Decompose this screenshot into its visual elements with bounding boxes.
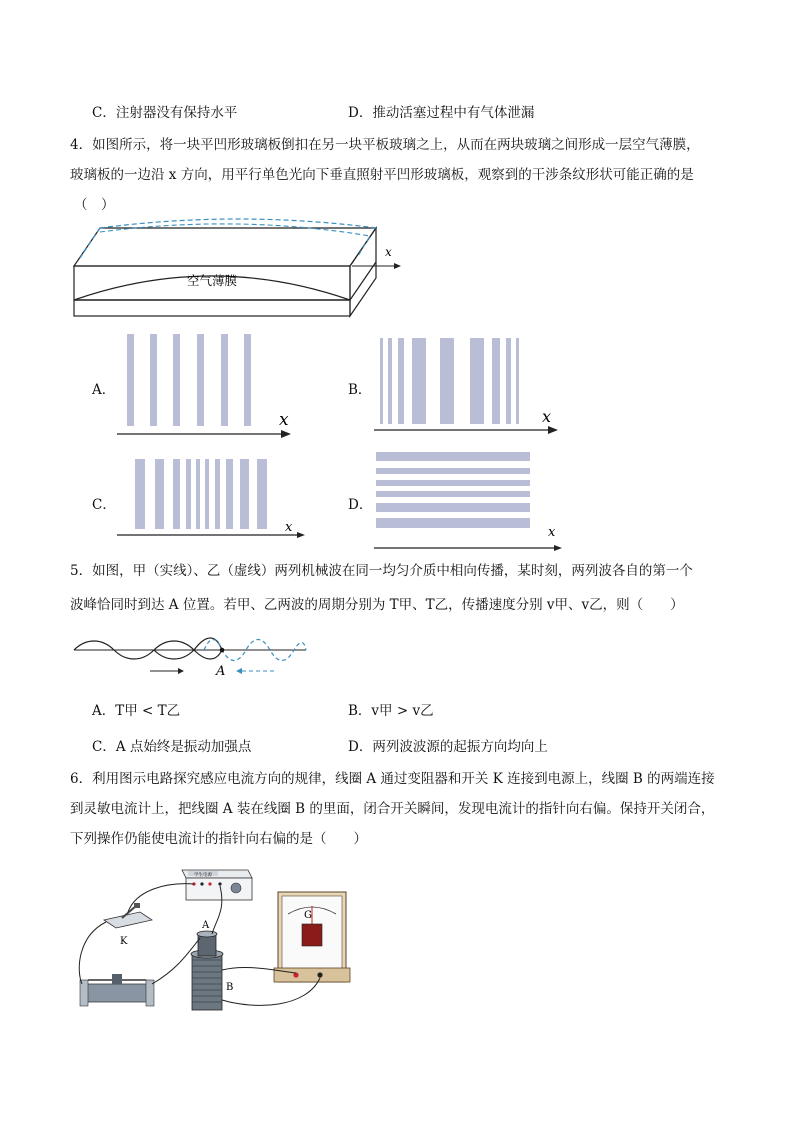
fringe-a-x-label: x <box>279 410 289 430</box>
q3-option-d: D．推动活塞过程中有气体泄漏 <box>348 105 535 121</box>
fringe-pattern-d <box>372 448 572 558</box>
rheostat <box>80 974 154 1006</box>
q4-option-d: D． <box>348 497 373 513</box>
fringe-pattern-a <box>115 330 295 440</box>
q6-stem-line3: 下列操作仍能使电流计的指针向右偏的是（ ） <box>70 831 367 847</box>
q5-stem-line1: 5．如图，甲（实线）、乙（虚线）两列机械波在同一均匀介质中相向传播，某时刻，两列波各自的第一个 <box>70 563 693 579</box>
q5-option-b: B．v甲 > v乙 <box>348 703 434 719</box>
q3-option-c: C．注射器没有保持水平 <box>92 105 238 121</box>
q5-option-c: C．A 点始终是振动加强点 <box>92 739 252 755</box>
power-supply-label: 学生电源 <box>194 873 212 878</box>
coil-a-label: A <box>202 920 210 931</box>
galvanometer <box>274 892 350 982</box>
galvanometer-g-label: G <box>304 910 312 921</box>
fringe-pattern-b <box>372 330 562 440</box>
q4-figure-air-film-label: 空气薄膜 <box>186 273 238 288</box>
power-supply <box>182 870 252 900</box>
circuit-figure <box>76 860 366 1020</box>
q4-option-b: B． <box>348 382 372 398</box>
q5-option-d: D．两列波波源的起振方向均向上 <box>348 739 548 755</box>
q5-option-a: A．T甲 < T乙 <box>92 703 181 719</box>
q4-stem-line2: 玻璃板的一边沿 x 方向，用平行单色光向下垂直照射平凹形玻璃板，观察到的干涉条纹形状可能正确的是 <box>70 167 694 183</box>
q4-option-c: C． <box>92 497 116 513</box>
q5-point-a-label: A <box>216 664 226 679</box>
q4-stem-line3: （ ） <box>74 197 115 213</box>
q4-figure-x-label: x <box>385 245 392 259</box>
switch-k-label: K <box>120 936 128 947</box>
switch-k <box>104 903 152 947</box>
q4-stem-line1: 4．如图所示，将一块平凹形玻璃板倒扣在另一块平板玻璃之上，从而在两块玻璃之间形成一层空气薄膜， <box>70 137 700 153</box>
fringe-d-x-label: x <box>548 525 556 540</box>
q5-stem-line2: 波峰恰同时到达 A 位置。若甲、乙两波的周期分别为 T甲、T乙，传播速度分别 v甲、v乙，则（ ） <box>70 597 684 613</box>
fringe-pattern-c <box>115 455 305 545</box>
q6-stem-line2: 到灵敏电流计上，把线圈 A 装在线圈 B 的里面，闭合开关瞬间，发现电流计的指针向右偏。保持开关闭合， <box>70 801 715 817</box>
fringe-b-x-label: x <box>542 407 552 426</box>
wave-figure <box>74 630 314 686</box>
q6-stem-line1: 6．利用图示电路探究感应电流方向的规律，线圈 A 通过变阻器和开关 K 连接到电源上，线圈 B 的两端连接 <box>70 771 715 787</box>
fringe-c-x-label: x <box>285 520 293 535</box>
glass-plate-figure <box>70 222 410 322</box>
coil-b-label: B <box>226 982 234 993</box>
q4-option-a: A． <box>92 382 116 398</box>
